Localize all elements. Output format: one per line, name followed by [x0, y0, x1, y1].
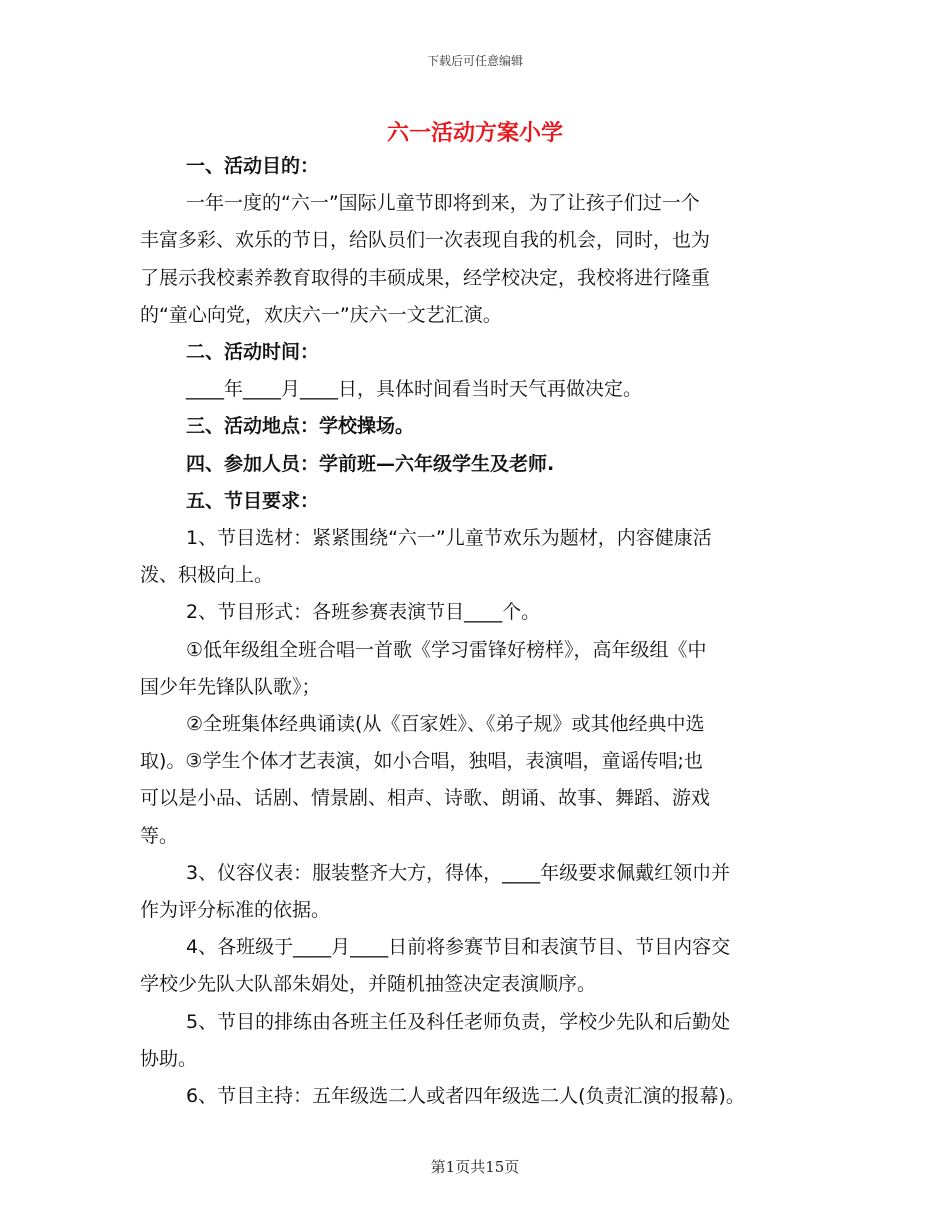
requirement-subitem: 取)。③学生个体才艺表演，如小合唱，独唱，表演唱，童谣传唱;也: [140, 750, 703, 773]
paragraph-line: 一年一度的“六一”国际儿童节即将到来，为了让孩子们过一个: [186, 192, 700, 215]
requirement-item: 6、节目主持：五年级选二人或者四年级选二人(负责汇演的报幕)。: [186, 1085, 745, 1108]
page-footer: 第1页共15页: [430, 1158, 520, 1176]
document-title: 六一活动方案小学: [386, 121, 563, 146]
paragraph-line: 的“童心向党，欢庆六一”庆六一文艺汇演。: [140, 303, 502, 326]
paragraph-line: ____年____月____日，具体时间看当时天气再做决定。: [186, 378, 643, 401]
paragraph-line: 了展示我校素养教育取得的丰硕成果，经学校决定，我校将进行隆重: [140, 266, 711, 289]
requirement-subitem: 等。: [140, 824, 179, 847]
section-heading-location: 三、活动地点：学校操场。: [186, 415, 415, 438]
page-header: 下载后可任意编辑: [426, 54, 523, 68]
requirement-item: 1、节目选材：紧紧围绕“六一”儿童节欢乐为题材，内容健康活: [186, 527, 712, 550]
requirement-item: 协助。: [140, 1047, 198, 1070]
requirement-item: 5、节目的排练由各班主任及科任老师负责，学校少先队和后勤处: [186, 1010, 731, 1033]
section-heading-requirements: 五、节目要求：: [186, 489, 320, 512]
requirement-subitem: 可以是小品、话剧、情景剧、相声、诗歌、朗诵、故事、舞蹈、游戏: [140, 787, 711, 810]
section-heading-participants: 四、参加人员：学前班—六年级学生及老师.: [186, 452, 555, 475]
requirement-subitem: ①低年级组全班合唱一首歌《学习雷锋好榜样》，高年级组《中: [186, 638, 707, 661]
requirement-item: 泼、积极向上。: [140, 564, 274, 587]
section-heading-time: 二、活动时间：: [186, 341, 320, 364]
paragraph-line: 丰富多彩、欢乐的节日，给队员们一次表现自我的机会，同时，也为: [140, 229, 711, 252]
requirement-item: 3、仪容仪表：服装整齐大方，得体，____年级要求佩戴红领巾并: [186, 861, 731, 884]
section-heading-purpose: 一、活动目的：: [186, 155, 320, 177]
requirement-item: 4、各班级于____月____日前将参赛节目和表演节目、节目内容交: [186, 936, 731, 959]
requirement-item: 学校少先队大队部朱娟处，并随机抽签决定表演顺序。: [140, 973, 597, 996]
requirement-subitem: 国少年先锋队队歌》；: [140, 675, 321, 698]
requirement-subitem: ②全班集体经典诵读(从《百家姓》、《弟子规》或其他经典中选: [186, 713, 705, 736]
document-body: [140, 148, 820, 1115]
requirement-item: 2、节目形式：各班参赛表演节目____个。: [186, 601, 541, 624]
requirement-item: 作为评分标准的依据。: [140, 899, 331, 922]
